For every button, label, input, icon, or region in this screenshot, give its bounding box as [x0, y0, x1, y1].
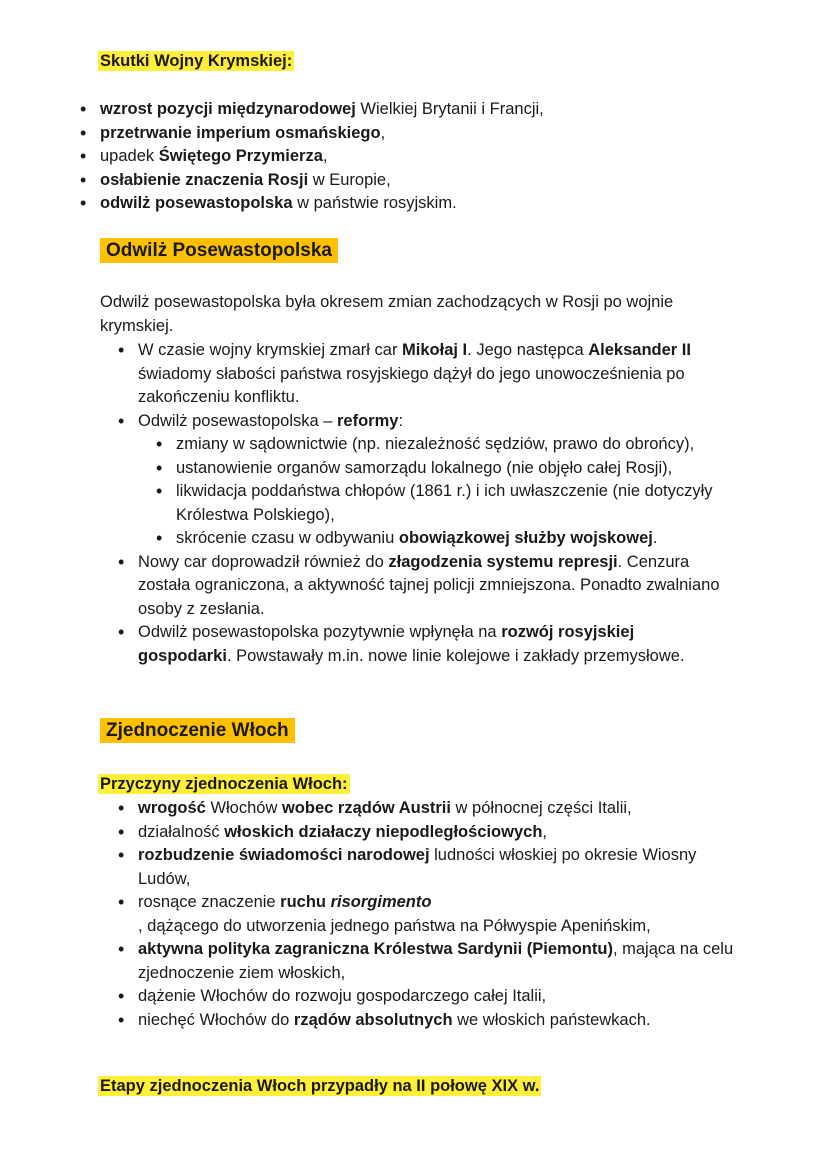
list-item: • rosnące znaczenie ruchu risorgimento , dążącego do utworzenia jednego państwa na Półwyspie Apenińskim, [138, 891, 738, 938]
list-item: • W czasie wojny krymskiej zmarł car Mikołaj I. Jego następca Aleksander II świadomy słabości państwa rosyjskiego dążył do jego unowocześnienia po zakończeniu konfliktu. [138, 339, 728, 410]
section-heading-odwilz: Odwilż Posewastopolska [100, 240, 338, 262]
list-item: • upadek Świętego Przymierza, [100, 145, 800, 169]
list-item: • likwidacja poddaństwa chłopów (1861 r.) i ich uwłaszczenie (nie dotyczyły Królestwa Polskiego), [176, 480, 726, 527]
reformy-sublist [176, 433, 726, 551]
list-item: • wzrost pozycji międzynarodowej Wielkiej Brytanii i Francji, [100, 98, 800, 122]
list-item: • Odwilż posewastopolska pozytywnie wpłynęła na rozwój rosyjskiej gospodarki. Powstawały m.in. nowe linie kolejowe i zakłady przemysłowe. [138, 621, 728, 668]
odwilz-intro: Odwilż posewastopolska była okresem zmian zachodzących w Rosji po wojnie krymskiej. [100, 293, 674, 335]
list-item: • Nowy car doprowadził również do złagodzenia systemu represji. Cenzura została ograniczona, a aktywność tajnej policji zmniejszona. Ponadto zwalniano osoby z zesłania. [138, 551, 728, 622]
list-item: • przetrwanie imperium osmańskiego, [100, 122, 800, 146]
list-item: • odwilż posewastopolska w państwie rosyjskim. [100, 192, 800, 216]
skutki-list [100, 98, 800, 216]
etapy-heading: Etapy zjednoczenia Włoch przypadły na II połowę XIX w. [100, 1077, 540, 1095]
list-item: • ustanowienie organów samorządu lokalnego (nie objęło całej Rosji), [176, 457, 726, 481]
list-item: • rozbudzenie świadomości narodowej ludności włoskiej po okresie Wiosny Ludów, [138, 844, 738, 891]
list-item: • Odwilż posewastopolska – reformy: • zmiany w sądownictwie (np. niezależność sędziów, prawo do obrońcy), • ustanowienie organów samorządu lokalnego (nie objęło całej Rosji), • likwidacja poddaństwa chłopów (1861 r.) i ich uwłaszczenie (nie dotyczyły Królestwa Polskiego), • skrócenie czasu w odbywaniu obowiązkowej służby wojskowej. [138, 410, 728, 551]
list-item: • osłabienie znaczenia Rosji w Europie, [100, 169, 800, 193]
section-heading-skutki: Skutki Wojny Krymskiej: [100, 52, 293, 70]
list-item: • dążenie Włochów do rozwoju gospodarczego całej Italii, [138, 985, 738, 1009]
odwilz-list [138, 339, 728, 668]
list-item: • niechęć Włochów do rządów absolutnych we włoskich państewkach. [138, 1009, 738, 1033]
section-heading-zjednoczenie: Zjednoczenie Włoch [100, 720, 295, 742]
list-item: • aktywna polityka zagraniczna Królestwa Sardynii (Piemontu), mająca na celu zjednoczenie ziem włoskich, [138, 938, 738, 985]
list-item: • wrogość Włochów wobec rządów Austrii w północnej części Italii, [138, 797, 738, 821]
przyczyny-list [138, 797, 738, 1032]
list-item: • skrócenie czasu w odbywaniu obowiązkowej służby wojskowej. [176, 527, 726, 551]
przyczyny-heading: Przyczyny zjednoczenia Włoch: [100, 775, 348, 793]
list-item: • działalność włoskich działaczy niepodległościowych, [138, 821, 738, 845]
list-item: • zmiany w sądownictwie (np. niezależność sędziów, prawo do obrońcy), [176, 433, 726, 457]
